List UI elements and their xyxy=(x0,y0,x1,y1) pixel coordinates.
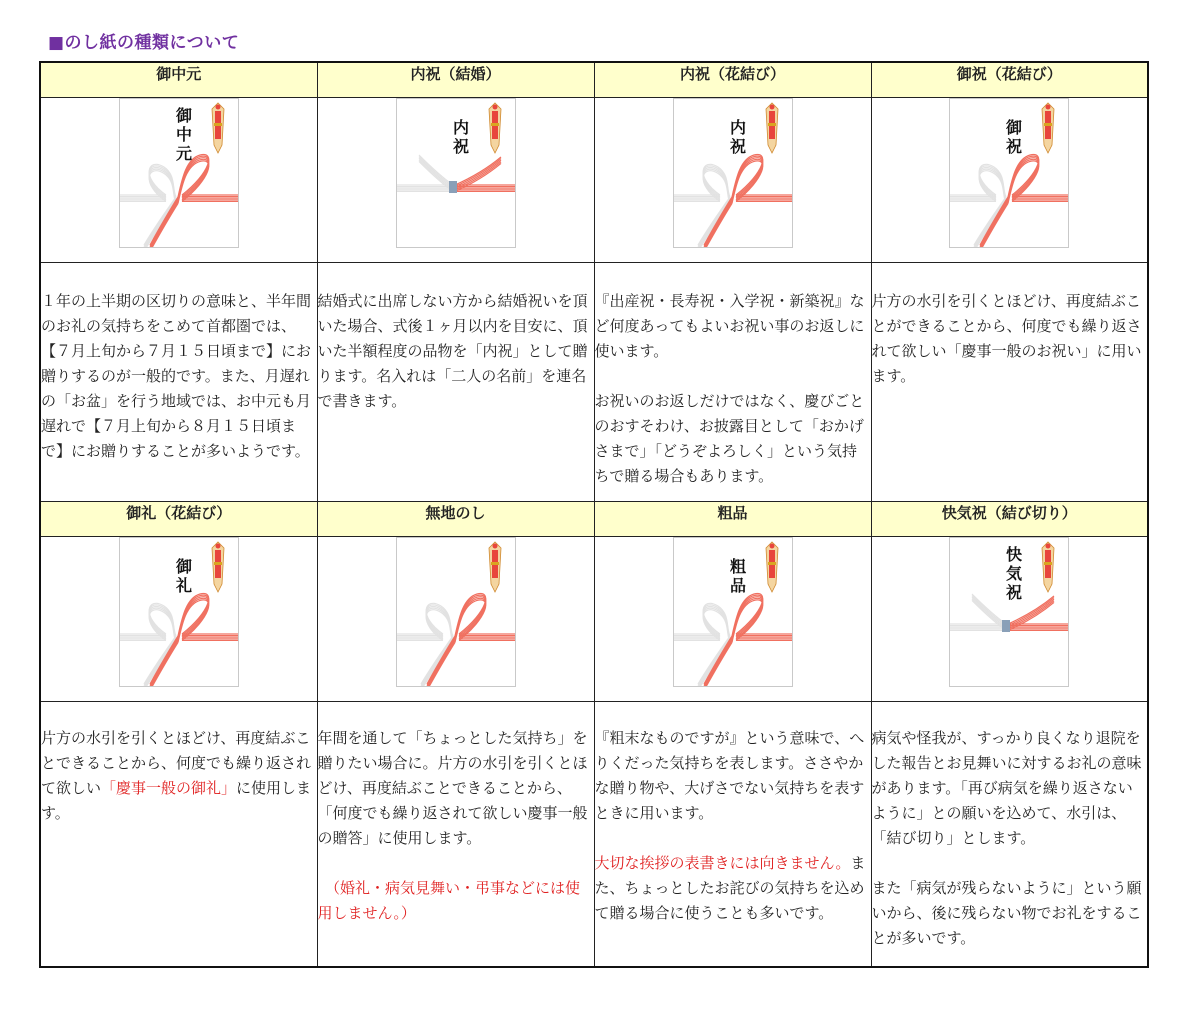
cell-title: 内祝（花結び） xyxy=(594,62,871,98)
image-cell xyxy=(317,98,594,263)
noshi-name-char: 内 xyxy=(452,118,469,137)
noshi-ornament-icon xyxy=(1042,103,1054,153)
image-row-1 xyxy=(40,98,1148,263)
cell-title: 御礼（花結び） xyxy=(40,502,317,537)
noshi-illustration xyxy=(120,538,238,686)
noshi-ornament-icon xyxy=(766,103,778,153)
image-cell xyxy=(40,98,317,263)
description-text: 『粗末なものですが』という意味で、へりくだった気持ちを表します。ささやかな贈り物や、大げさでない気持ちを表すときに用います。 xyxy=(594,729,865,822)
description-cell xyxy=(317,702,594,968)
noshi-name-char: 祝 xyxy=(729,137,746,156)
description-text: 片方の水引を引くとほどけ、再度結ぶことができることから、何度でも繰り返されて欲しい「慶事一般のお祝い」に用います。 xyxy=(871,292,1142,385)
description-paragraph xyxy=(41,726,317,826)
page-heading: ■のし紙の種類について xyxy=(48,33,240,53)
paragraph-spacer xyxy=(595,364,871,389)
noshi-ornament-icon xyxy=(212,542,224,592)
description-text: お祝いのお返しだけではなく、慶びごとのおすそわけ、お披露目として「おかげさまで」「どうぞよろしく」という気持ちで贈る場合もあります。 xyxy=(594,392,865,485)
noshi-name-char: 祝 xyxy=(1006,583,1023,602)
description-cell xyxy=(40,263,317,502)
description-text: 病気や怪我が、すっかり良くなり退院をした報告とお見舞いに対するお礼の意味があります。「再び病気を繰り返さないように」との願いを込めて、水引は、「結び切り」とします。 xyxy=(871,729,1142,847)
cell-title: 快気祝（結び切り） xyxy=(871,502,1148,537)
description-paragraph xyxy=(595,389,871,489)
image-cell xyxy=(594,98,871,263)
knot xyxy=(1002,620,1010,632)
noshi-ornament-icon xyxy=(489,542,501,592)
description-paragraph xyxy=(41,289,317,464)
white-cords xyxy=(950,594,1006,630)
noshi-paper-image xyxy=(949,537,1069,687)
noshi-name-char: 御 xyxy=(1006,118,1023,137)
noshi-illustration xyxy=(397,99,515,247)
noshi-ornament-icon xyxy=(212,103,224,153)
noshi-name-char: 祝 xyxy=(452,137,469,156)
noshi-paper-image xyxy=(673,537,793,687)
description-paragraph xyxy=(318,876,594,926)
description-cell xyxy=(871,702,1148,968)
noshi-paper-image xyxy=(673,98,793,248)
highlight-text: 「慶事一般の御礼」 xyxy=(101,779,237,797)
description-paragraph xyxy=(872,726,1148,851)
description-text: に使用します。 xyxy=(41,779,312,822)
noshi-name-char: 中 xyxy=(175,125,192,144)
description-row-1 xyxy=(40,263,1148,502)
noshi-name-char: 元 xyxy=(175,144,192,163)
noshi-paper-image xyxy=(119,98,239,248)
white-cords xyxy=(950,164,1006,247)
cell-title: 御祝（花結び） xyxy=(871,62,1148,98)
noshi-name-char: 御 xyxy=(175,106,192,125)
description-cell xyxy=(40,702,317,968)
image-row-2 xyxy=(40,537,1148,702)
noshi-name-char: 御 xyxy=(175,557,192,576)
noshi-illustration xyxy=(120,99,238,247)
description-text: 片方の水引を引くとほどけ、再度結ぶことできることから、何度でも繰り返されて欲しい xyxy=(41,729,312,797)
noshi-name-char: 粗 xyxy=(729,557,746,576)
image-cell xyxy=(871,537,1148,702)
description-text: 『出産祝・長寿祝・入学祝・新築祝』など何度あってもよいお祝い事のお返しに使います。 xyxy=(594,292,865,360)
paragraph-spacer xyxy=(872,851,1148,876)
header-row-2 xyxy=(40,502,1148,537)
noshi-name-char: 礼 xyxy=(175,576,192,595)
description-text: １年の上半期の区切りの意味と、半年間のお礼の気持ちをこめて首都圏では、【７月上旬から７月１５日頃まで】にお贈りするのが一般的です。また、月遅れの「お盆」を行う地域では、お中元も月遅れで【７月上旬から８月１５日頃まで】にお贈りすることが多いようです。 xyxy=(41,292,312,460)
noshi-name-char: 快 xyxy=(1006,545,1023,564)
noshi-name-char: 祝 xyxy=(1006,137,1023,156)
noshi-illustration xyxy=(950,99,1068,247)
noshi-ornament-icon xyxy=(489,103,501,153)
image-cell xyxy=(40,537,317,702)
highlight-text: 大切な挨拶の表書きには向きません。 xyxy=(594,854,851,872)
white-cords xyxy=(674,164,730,247)
noshi-illustration xyxy=(674,99,792,247)
white-cords xyxy=(397,155,453,191)
description-paragraph xyxy=(595,726,871,826)
description-paragraph xyxy=(595,851,871,926)
cell-title: 内祝（結婚） xyxy=(317,62,594,98)
description-cell xyxy=(317,263,594,502)
description-paragraph xyxy=(318,289,594,414)
noshi-ornament-icon xyxy=(766,542,778,592)
noshi-name-char: 内 xyxy=(729,118,746,137)
image-cell xyxy=(594,537,871,702)
noshi-paper-image xyxy=(949,98,1069,248)
description-paragraph xyxy=(872,289,1148,389)
cell-title: 無地のし xyxy=(317,502,594,537)
image-cell xyxy=(871,98,1148,263)
noshi-name-char: 品 xyxy=(729,576,746,595)
description-row-2 xyxy=(40,702,1148,968)
noshi-paper-image xyxy=(119,537,239,687)
white-cords xyxy=(120,164,176,247)
description-paragraph xyxy=(872,876,1148,951)
noshi-ornament-icon xyxy=(1042,542,1054,592)
header-row-1 xyxy=(40,62,1148,98)
description-paragraph xyxy=(595,289,871,364)
description-cell xyxy=(594,263,871,502)
highlight-text: （婚礼・病気見舞い・弔事などには使用しません。） xyxy=(317,879,581,922)
description-text: 結婚式に出席しない方から結婚祝いを頂いた場合、式後１ヶ月以内を目安に、頂いた半額程度の品物を「内祝」として贈ります。名入れは「二人の名前」を連名で書きます。 xyxy=(317,292,588,410)
cell-title: 御中元 xyxy=(40,62,317,98)
noshi-name-char: 気 xyxy=(1006,564,1023,583)
noshi-paper-image xyxy=(396,98,516,248)
noshi-illustration xyxy=(397,538,515,686)
knot xyxy=(449,181,457,193)
red-cords xyxy=(455,157,515,191)
white-cords xyxy=(120,603,176,686)
white-cords xyxy=(397,603,453,686)
paragraph-spacer xyxy=(318,851,594,876)
noshi-illustration xyxy=(950,538,1068,686)
description-text: また、ちょっとしたお詫びの気持ちを込めて贈る場合に使うことも多いです。 xyxy=(594,854,866,922)
image-cell xyxy=(317,537,594,702)
paragraph-spacer xyxy=(595,826,871,851)
white-cords xyxy=(674,603,730,686)
description-paragraph xyxy=(318,726,594,851)
description-text: 年間を通して「ちょっとした気持ち」を贈りたい場合に。片方の水引を引くとほどけ、再度結ぶことできることから、「何度でも繰り返されて欲しい慶事一般の贈答」に使用します。 xyxy=(317,729,588,847)
cell-title: 粗品 xyxy=(594,502,871,537)
noshi-types-table xyxy=(39,61,1149,968)
description-text: また「病気が残らないように」という願いから、後に残らない物でお礼をすることが多いです。 xyxy=(871,879,1142,947)
description-cell xyxy=(594,702,871,968)
noshi-paper-image xyxy=(396,537,516,687)
description-cell xyxy=(871,263,1148,502)
noshi-illustration xyxy=(674,538,792,686)
